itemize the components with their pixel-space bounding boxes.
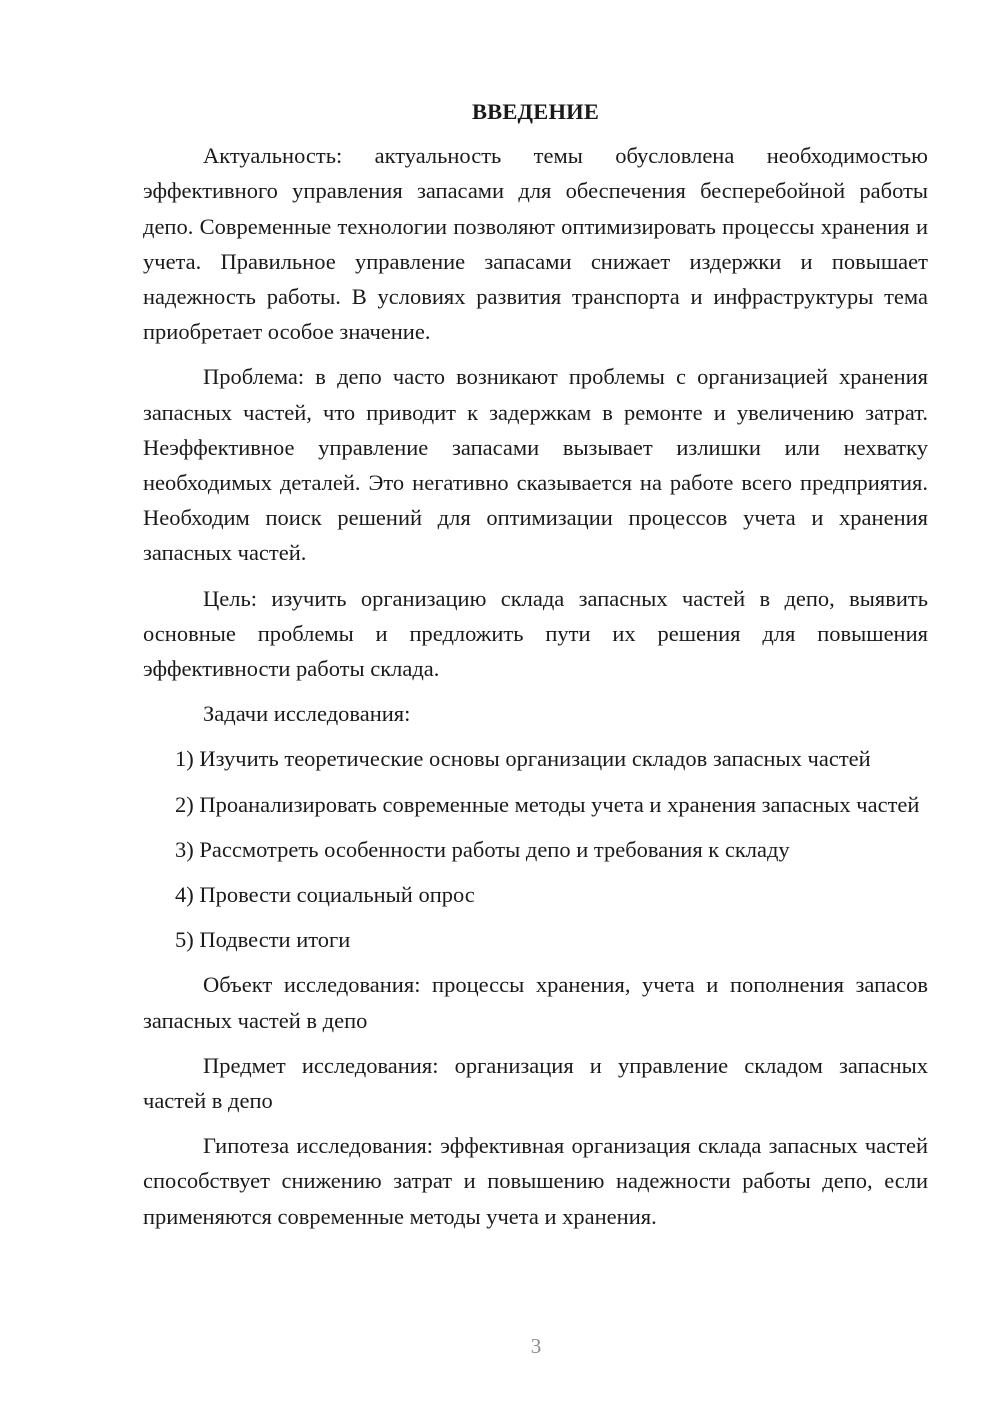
hypothesis-paragraph: Гипотеза исследования: эффективная организация склада запасных частей способствует снижению затрат и повышению надежности работы депо, если применяются современные методы учета и хранения. [143,1133,928,1229]
task-item-1: 1) Изучить теоретические основы организации складов запасных частей [175,746,871,772]
task-item-4: 4) Провести социальный опрос [175,882,475,908]
subject-paragraph: Предмет исследования: организация и управление складом запасных частей в депо [143,1052,928,1114]
task-item-5: 5) Подвести итоги [175,927,351,953]
tasks-heading: Задачи исследования: [203,701,411,727]
goal-paragraph: Цель: изучить организацию склада запасных частей в депо, выявить основные проблемы и предложить пути их решения для повышения эффективности работы склада. [143,585,928,682]
task-item-3: 3) Рассмотреть особенности работы депо и требования к складу [175,836,790,862]
page-title: ВВЕДЕНИЕ [471,99,600,124]
page-number: 3 [530,1334,542,1358]
relevance-paragraph: Актуальность: актуальность темы обусловлена необходимостью эффективного управления запасами для обеспечения бесперебойной работы депо. Современные технологии позволяют оптимизировать процессы хранения и учета. Правильное управление запасами снижает издержки и повышает надежность работы. В условиях развития транспорта и инфраструктуры тема приобретает особое значение. [143,143,928,345]
tasks-list [143,741,928,957]
problem-paragraph: Проблема: в депо часто возникают проблемы с организацией хранения запасных частей, что приводит к задержкам в ремонте и увеличению затрат. Неэффективное управление запасами вызывает излишки или нехватку необходимых деталей. Это негативно сказывается на работе всего предприятия. Необходим поиск решений для оптимизации процессов учета и хранения запасных частей. [143,364,928,566]
task-item-2: 2) Проанализировать современные методы учета и хранения запасных частей [175,791,920,817]
object-paragraph: Объект исследования: процессы хранения, учета и пополнения запасов запасных частей в депо [143,972,928,1033]
document-body [143,94,928,1244]
